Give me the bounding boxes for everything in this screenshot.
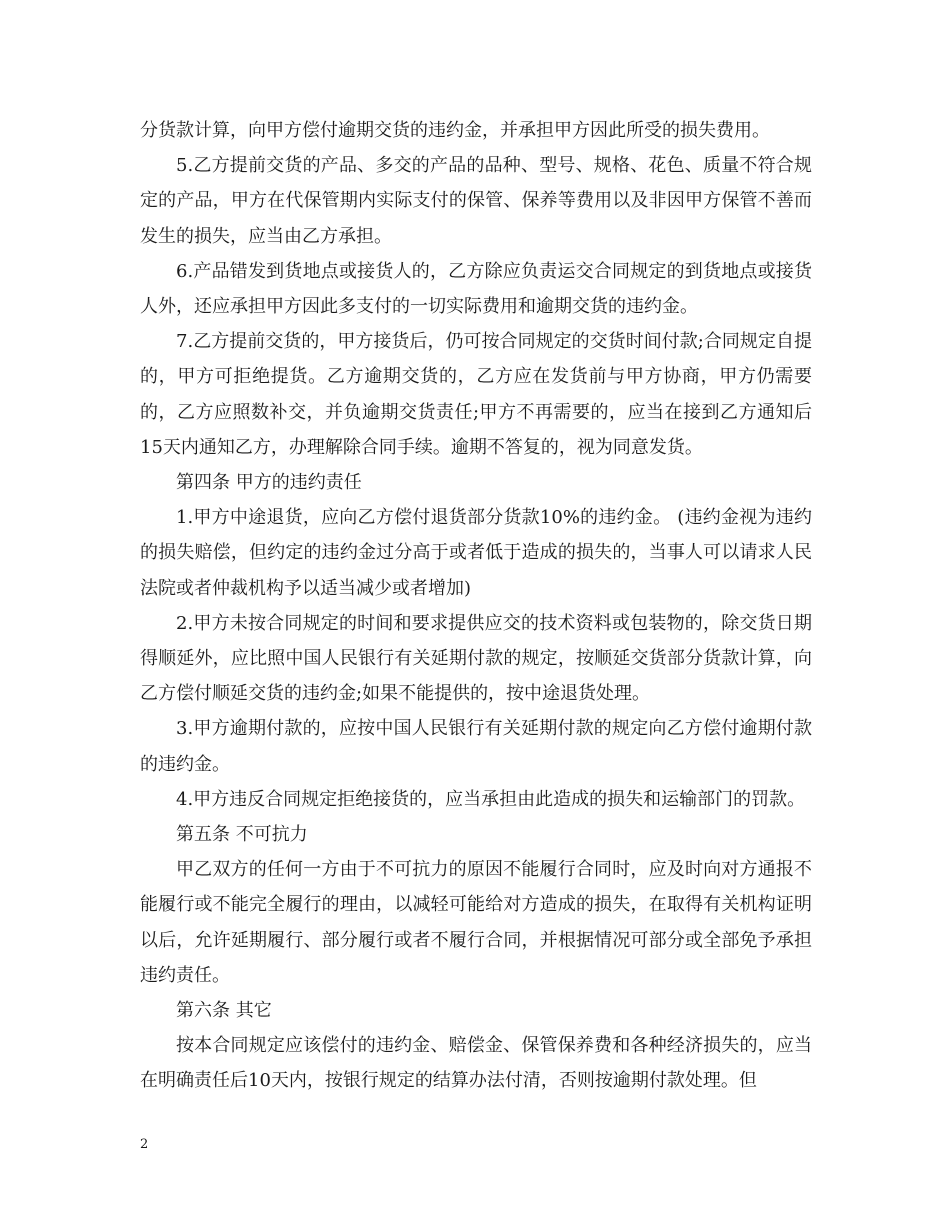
document-body: [140, 113, 812, 1099]
paragraph-6: 1.甲方中途退货，应向乙方偿付退货部分货款10%的违约金。 (违约金视为违约的损失赔偿，但约定的违约金过分高于或者低于造成的损失的，当事人可以请求人民法院或者仲裁机构予以适当减少或者增加): [140, 507, 812, 599]
paragraph-9: 4.甲方违反合同规定拒绝接货的，应当承担由此造成的损失和运输部门的罚款。: [176, 788, 806, 810]
paragraph-2: 5.乙方提前交货的产品、多交的产品的品种、型号、规格、花色、质量不符合规定的产品，甲方在代保管期内实际支付的保管、保养等费用以及非因甲方保管不善而发生的损失，应当由乙方承担。: [140, 155, 812, 247]
paragraph-11: 甲乙双方的任何一方由于不可抗力的原因不能履行合同时，应及时向对方通报不能履行或不能完全履行的理由，以减轻可能给对方造成的损失，在取得有关机构证明以后，允许延期履行、部分履行或者不履行合同，并根据情况可部分或全部免予承担违约责任。: [140, 859, 812, 986]
paragraph-3: 6.产品错发到货地点或接货人的，乙方除应负责运交合同规定的到货地点或接货人外，还应承担甲方因此多支付的一切实际费用和逾期交货的违约金。: [140, 260, 812, 318]
paragraph-7: 2.甲方未按合同规定的时间和要求提供应交的技术资料或包装物的，除交货日期得顺延外，应比照中国人民银行有关延期付款的规定，按顺延交货部分货款计算，向乙方偿付顺延交货的违约金;如果不能提供的，按中途退货处理。: [140, 612, 812, 705]
section-heading-article-5: 第五条 不可抗力: [176, 824, 308, 846]
paragraph-8: 3.甲方逾期付款的，应按中国人民银行有关延期付款的规定向乙方偿付逾期付款的违约金。: [140, 718, 812, 775]
paragraph-1: 分货款计算，向甲方偿付逾期交货的违约金，并承担甲方因此所受的损失费用。: [140, 120, 770, 141]
section-heading-article-6: 第六条 其它: [176, 1000, 272, 1022]
page-number: 2: [140, 1137, 149, 1152]
paragraph-4: 7.乙方提前交货的，甲方接货后，仍可按合同规定的交货时间付款;合同规定自提的，甲方可拒绝提货。乙方逾期交货的，乙方应在发货前与甲方协商，甲方仍需要的，乙方应照数补交，并负逾期交货责任;甲方不再需要的，应当在接到乙方通知后15天内通知乙方，办理解除合同手续。逾期不答复的，视为同意发货。: [140, 331, 812, 458]
paragraph-13: 按本合同规定应该偿付的违约金、赔偿金、保管保养费和各种经济损失的，应当在明确责任后10天内，按银行规定的结算办法付清，否则按逾期付款处理。但: [140, 1035, 812, 1092]
section-heading-article-4: 第四条 甲方的违约责任: [176, 472, 362, 494]
